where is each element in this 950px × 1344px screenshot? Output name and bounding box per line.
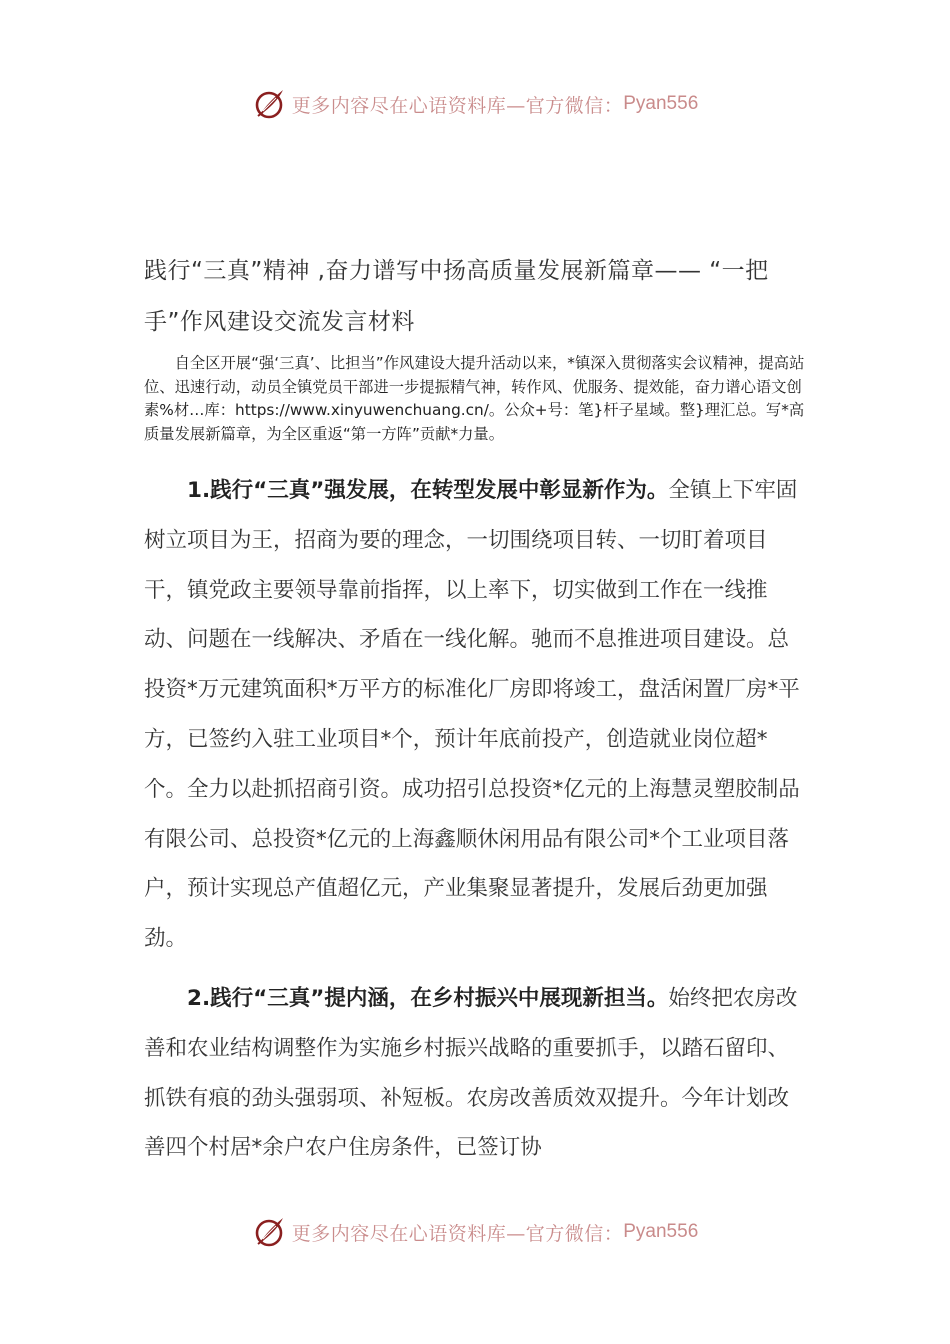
section-1-body: 全镇上下牢固树立项目为王，招商为要的理念，一切围绕项目转、一切盯着项目干，镇党政主要领导靠前指挥，以上率下，切实做到工作在一线推动、问题在一线解决、矛盾在一线化解。驰而不息推进项目建设。总投资*万元建筑面积*万平方的标准化厂房即将竣工，盘活闲置厂房*平方，已签约入驻工业项目*个，预计年底前投产，创造就业岗位超*个。全力以赴抓招商引资。成功招引总投资*亿元的上海慧灵塑胶制品有限公司、总投资*亿元的上海鑫顺休闲用品有限公司*个工业项目落户，预计实现总产值超亿元，产业集聚显著提升，发展后劲更加强劲。: [144, 478, 800, 952]
wechat-id: Pyan556: [623, 93, 699, 114]
header-watermark-banner: [0, 84, 950, 124]
section-paragraph-2: [144, 974, 808, 1173]
intro-paragraph: 自全区开展“强‘三真’、比担当”作风建设大提升活动以来，*镇深入贯彻落实会议精神，提高站位、迅速行动，动员全镇党员干部进一步提振精气神，转作风、优服务、提效能，奋力谱心语文创素%材…库：https://www.xinyuwenchuang.cn/。公众+号：笔}杆子星域。整}理汇总。写*高质量发展新篇章，为全区重返“第一方阵”贡献*力量。: [144, 354, 805, 443]
document-title: 践行“三真”精神 ,奋力谱写中扬高质量发展新篇章—— “一把手”作风建设交流发言材料: [144, 258, 769, 335]
banner-text: 更多内容尽在心语资料库—官方微信：: [291, 1222, 624, 1245]
section-2-heading: 2.践行“三真”提内涵，在乡村振兴中展现新担当。: [187, 986, 669, 1011]
quill-pen-logo-icon: [252, 1214, 288, 1250]
quill-pen-logo-icon: [252, 86, 288, 122]
section-paragraph-1: [144, 466, 808, 964]
section-1-heading: 1.践行“三真”强发展，在转型发展中彰显新作为。: [187, 478, 669, 503]
wechat-id: Pyan556: [623, 1221, 699, 1242]
section-2-body: 始终把农房改善和农业结构调整作为实施乡村振兴战略的重要抓手，以踏石留印、抓铁有痕的劲头强弱项、补短板。农房改善质效双提升。今年计划改善四个村居*余户农户住房条件，已签订协: [144, 986, 798, 1161]
footer-watermark-banner: [0, 1212, 950, 1252]
banner-text: 更多内容尽在心语资料库—官方微信：: [291, 94, 624, 117]
